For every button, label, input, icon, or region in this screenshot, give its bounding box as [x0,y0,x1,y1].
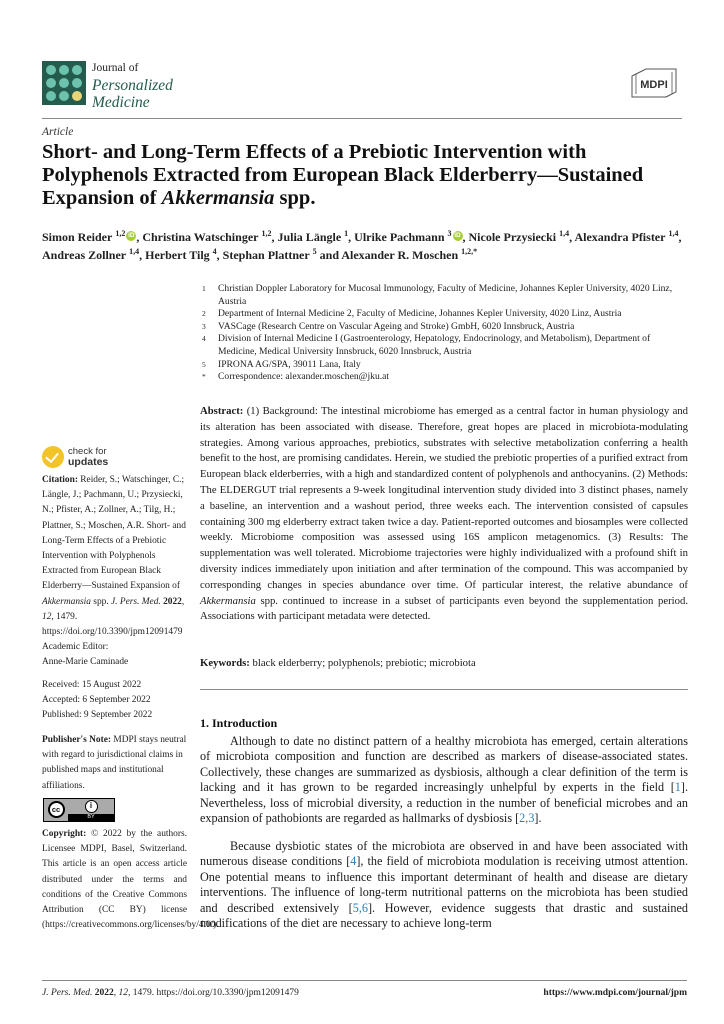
author-separator: , [569,230,575,244]
affiliation-item [200,308,690,321]
footer-journal-url[interactable]: https://www.mdpi.com/journal/jpm [543,988,687,998]
received-date: Received: 15 August 2022 [42,680,142,690]
intro-paragraph-2: Because dysbiotic states of the microbiota are observed in and have been associated with numerous disease conditions [4], the field of microbiota modulation is receiving utmost attention. One potential means to influence this important determinant of health and disease are dietary interventions. The influence of long-term nutritional patterns on the microbiota has been studied and described extensively [5,6]. However, evidence suggests that drastic and sustained modifications of the diet are necessary to achieve long-term [200,839,688,931]
by-label: BY [68,814,114,821]
reference-link[interactable]: 5,6 [352,900,368,915]
author-name: Stephan Plattner [222,248,310,262]
reference-link[interactable]: 4 [350,854,357,869]
accepted-date: Accepted: 6 September 2022 [42,695,151,706]
logo-dot [59,91,69,101]
reference-link[interactable]: 2,3 [519,811,535,826]
publishers-note: Publisher's Note: MDPI stays neutral with regard to jurisdictional claims in published maps and institutional affiliations. [42,735,187,791]
logo-dot [59,65,69,75]
journal-name-line1: Personalized [92,76,173,94]
affiliation-number: 3 [202,321,206,331]
author-affiliation-marker: 1,2 [261,229,272,238]
author-separator: , [678,230,682,244]
author-name: Christina Watschinger [142,230,259,244]
journal-name-line2: Medicine [92,93,150,111]
author-affiliation-marker: 1,2,* [461,247,478,256]
affiliation-number: 1 [202,284,206,293]
footer-divider [42,980,687,981]
citation-doi-link[interactable]: , 1479. https://doi.org/10.3390/jpm12091479 [42,611,183,638]
logo-dot [46,91,56,101]
copyright-notice: Copyright: © 2022 by the authors. Licensee MDPI, Basel, Switzerland. This article is an open access article distributed under the terms and conditions of the Creative Commons Attribution (CC BY) license (https://creativecommons.org/licenses/by/4.0/). [42,829,219,931]
author-separator: , [348,230,355,244]
author-name: Nicole Przysiecki [468,230,557,244]
author-affiliation-marker: 1,4 [668,229,679,238]
citation: Citation: Reider, S.; Watschinger, C.; Längle, J.; Pachmann, U.; Przysiecki, N.; Pfister, A.; Zollner, A.; Tilg, H.; Plattner, S.; Moschen, A.R. Short- and Long-Term Effects of a Prebiotic Intervention with Polyphenols Extracted from European Black Elderberry—Sustained Expansion of Akkermansia spp. J. Pers. Med. 2022, 12, 1479. https://doi.org/10.3390/jpm12091479 [42,475,186,638]
header-divider [42,118,682,119]
keywords-divider [200,689,688,690]
affiliation-item [200,359,690,372]
author-name: Alexander R. Moschen [341,248,459,262]
affiliation-text: VASCage (Research Centre on Vascular Ageing and Stroke) GmbH, 6020 Innsbruck, Austria [218,320,575,332]
author-name: Alexandra Pfister [574,230,666,244]
journal-logo-icon [42,61,86,105]
orcid-icon[interactable]: iD [128,232,135,239]
affiliation-number: 5 [202,359,206,369]
affiliation-text: Christian Doppler Laboratory for Mucosal Immunology, Faculty of Medicine, Johannes Kepler University, 4020 Linz, Austria [218,283,673,307]
author-list [42,228,682,264]
affiliations [200,283,690,384]
reference-link[interactable]: 1 [674,780,681,795]
cc-by-license-icon[interactable] [43,798,115,822]
article-title: Short- and Long-Term Effects of a Prebiotic Intervention with Polyphenols Extracted from European Black Elderberry—Sustained Expansion of Akkermansia spp. [42,141,644,209]
editor-name: Anne-Marie Caminade [42,657,129,668]
author-affiliation-marker: 1 [344,229,349,238]
author-name: Herbert Tilg [145,248,210,262]
check-updates-icon [42,446,64,468]
author-affiliation-marker: 1,2 [115,229,126,238]
affiliation-number: 4 [202,334,206,344]
mdpi-logo-text: MDPI [640,79,668,91]
author-affiliation-marker: 5 [312,247,317,256]
author-separator: and [316,248,342,262]
orcid-icon[interactable]: iD [454,232,461,239]
check-updates-line1: check for [68,446,107,457]
footer-doi-link[interactable]: , 1479. https://doi.org/10.3390/jpm12091479 [128,988,299,998]
logo-dot [46,78,56,88]
check-for-updates-button[interactable] [42,446,108,468]
affiliation-text: Division of Internal Medicine I (Gastroenterology, Hepatology, Endocrinology, and Metabolism), Department of Medicine, Medical University Innsbruck, 6020 Innsbruck, Austria [218,333,651,357]
check-updates-line2: updates [68,456,109,468]
abstract: Abstract: (1) Background: The intestinal microbiome has emerged as a central factor in human physiology and its alteration has been associated with disease. Therefore, great hopes are placed in microbiota-modulating strategies. Among various approaches, prebiotics, substrates with selective metabolization conferring a health benefit to the host, are promising candidates. Herein, we studied the prebiotic properties of a purified extract from European black elderberries, with a high and standardized content of polyphenols and anthocyanins. (2) Methods: The ELDERGUT trial represents a 9-week longitudinal intervention study divided into 3 distinct phases, namely a baseline, an intervention and a washout period, three weeks each. The intervention consisted of capsules containing 300 mg elderberry extract taken twice a day. Patient-reported outcomes and biosamples were collected weekly. Microbiome composition was assessed using 16S amplicon metagenomics. (3) Results: The supplementation was well tolerated. Microbiome trajectories were highly individualized with a profound shift in diversity indices immediately upon initiation and after termination of the compound. This was accompanied by corresponding changes in species abundance over time. Of particular interest, the relative abundance of Akkermansia spp. continued to increase in a subset of participants even beyond the supplementation period. Associations with participant metadata were detected. [200,405,688,623]
affiliation-number: 2 [202,309,206,319]
section-heading-introduction: 1. Introduction [200,716,278,730]
author-affiliation-marker: 1,4 [129,247,140,256]
logo-dot [72,65,82,75]
author-name: Ulrike Pachmann [354,230,445,244]
author-separator: , [462,230,469,244]
author-separator: , [216,248,223,262]
cc-icon: cc [48,801,65,818]
affiliation-text: Department of Internal Medicine 2, Faculty of Medicine, Johannes Kepler University, 4020 Linz, Austria [218,308,622,320]
keywords: Keywords: black elderberry; polyphenols; prebiotic; microbiota [200,657,476,669]
affiliation-item [200,283,690,308]
author-name: Andreas Zollner [42,248,127,262]
author-affiliation-marker: 4 [212,247,217,256]
published-date: Published: 9 September 2022 [42,710,153,721]
affiliation-item [200,333,690,358]
author-name: Julia Längle [277,230,342,244]
attribution-person-icon: i [85,800,98,813]
affiliation-number: * [202,372,206,382]
journal-name [92,63,173,111]
publication-dates [42,678,187,724]
affiliation-text: IPRONA AG/SPA, 39011 Lana, Italy [218,358,361,370]
journal-prefix: Journal of [92,62,139,74]
logo-dot [59,78,69,88]
author-separator: , [271,230,278,244]
author-name: Simon Reider [42,230,113,244]
logo-dot [46,65,56,75]
affiliation-item [200,321,690,334]
logo-dot-accent [72,91,82,101]
author-separator: , [136,230,143,244]
footer-citation: J. Pers. Med. 2022, 12, 1479. https://doi.org/10.3390/jpm12091479 [42,988,299,998]
logo-dot [72,78,82,88]
affiliation-item [200,371,690,384]
mdpi-logo-icon [628,68,680,98]
author-affiliation-marker: 3 [447,229,452,238]
affiliation-text: Correspondence: alexander.moschen@jku.at [218,371,390,383]
author-affiliation-marker: 1,4 [559,229,570,238]
article-type: Article [42,126,74,138]
intro-paragraph-1: Although to date no distinct pattern of a healthy microbiota has emerged, certain alterations of microbiota composition and function are described as markers of disease-associated states. Collectively, these changes are summarized as dysbiosis, although a clear definition of the term is lacking and it has grown to be regarded increasingly unhelpful by experts in the field [1]. Nevertheless, loss of microbial diversity, a reduction in the number of beneficial microbes and an expansion of pathobionts are regarded as hallmarks of dysbiosis [2,3]. [200,734,688,826]
academic-editor [42,640,187,670]
author-separator: , [139,248,146,262]
editor-label: Academic Editor: [42,642,109,652]
